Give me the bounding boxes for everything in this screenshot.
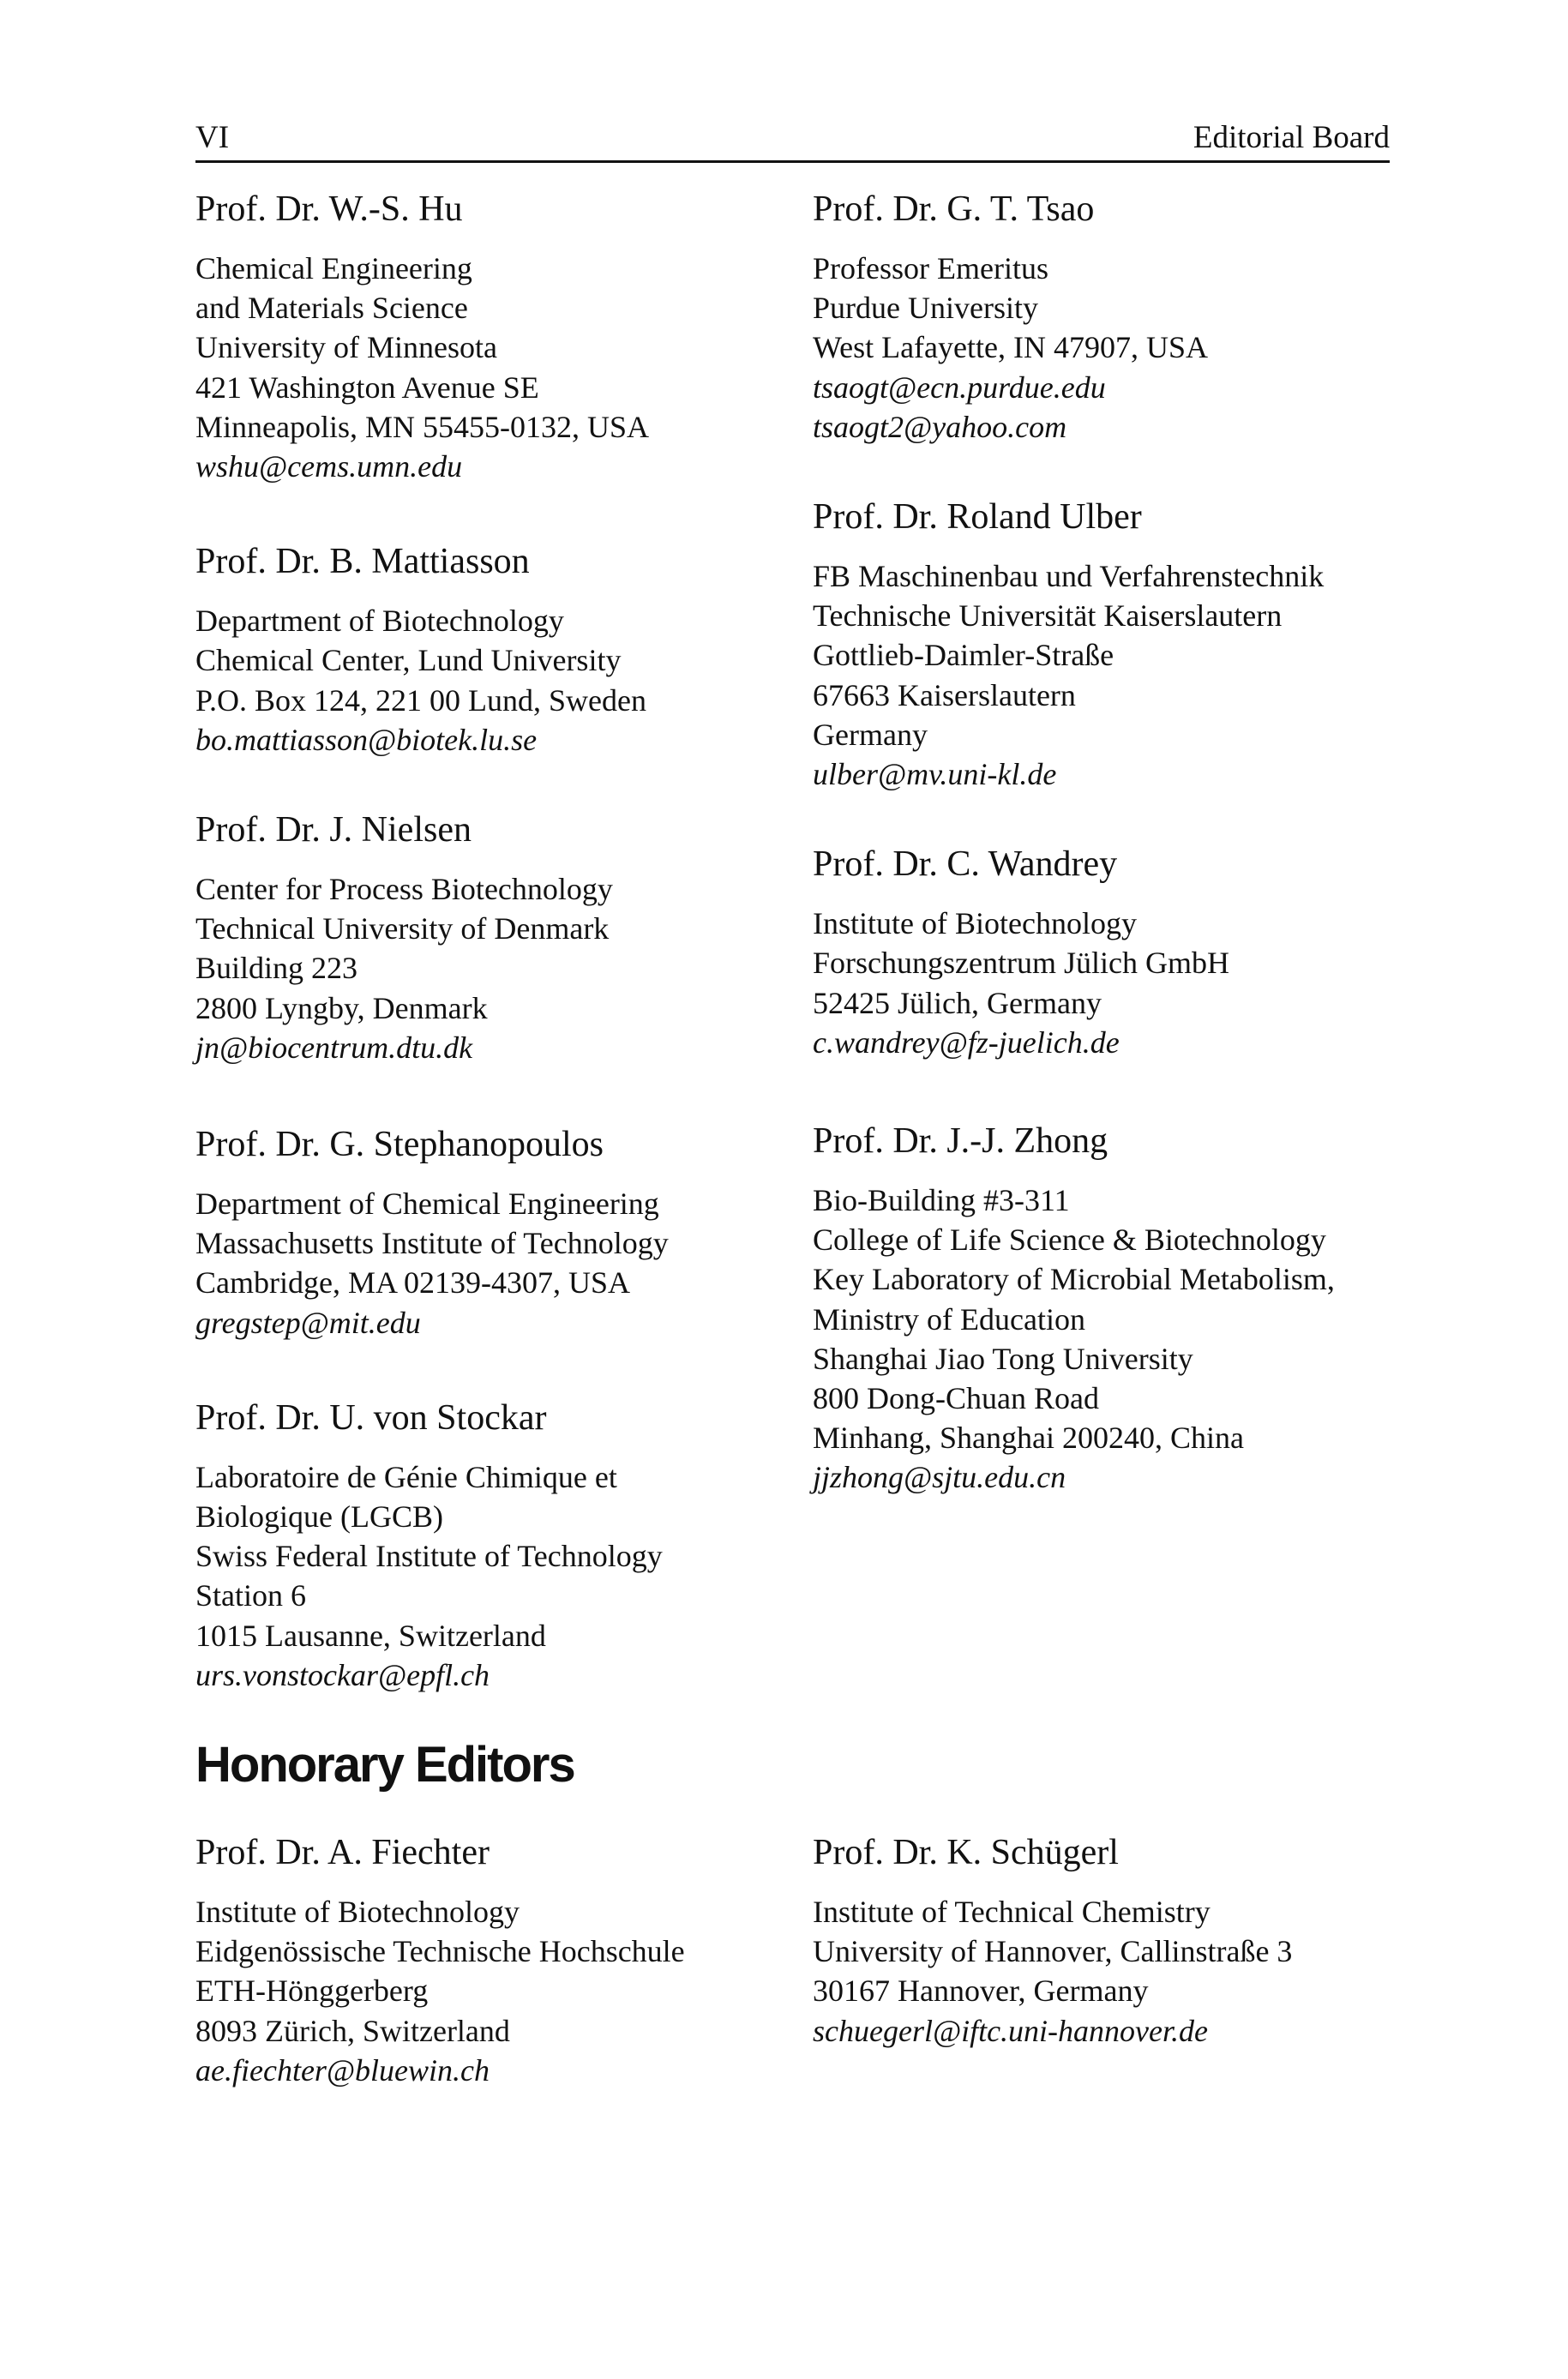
address-line: Biologique (LGCB): [195, 1499, 443, 1535]
address-line: West Lafayette, IN 47907, USA: [813, 330, 1208, 365]
editor-email: wshu@cems.umn.edu: [195, 449, 463, 484]
address-line: Gottlieb-Daimler-Straße: [813, 638, 1114, 673]
editor-email: schuegerl@iftc.uni-hannover.de: [813, 2013, 1209, 2048]
address-line: Forschungszentrum Jülich GmbH: [813, 946, 1229, 981]
address-line: 8093 Zürich, Switzerland: [195, 2013, 510, 2048]
honorary-editors-heading: Honorary Editors: [195, 1737, 574, 1793]
editor-entry-nielsen: [195, 808, 796, 1067]
editor-name: Prof. Dr. J. Nielsen: [195, 810, 472, 850]
editor-entry-fiechter: [195, 1830, 796, 2090]
address-line: Bio-Building #3-311: [813, 1183, 1070, 1218]
editor-email: gregstep@mit.edu: [195, 1305, 421, 1340]
address-line: Minneapolis, MN 55455-0132, USA: [195, 409, 649, 444]
editor-email-secondary: tsaogt2@yahoo.com: [813, 409, 1067, 444]
address-line: Department of Chemical Engineering: [195, 1186, 659, 1222]
address-line: 1015 Lausanne, Switzerland: [195, 1618, 546, 1653]
address-line: Laboratoire de Génie Chimique et: [195, 1459, 617, 1494]
editor-email: ae.fiechter@bluewin.ch: [195, 2052, 490, 2088]
address-line: Minhang, Shanghai 200240, China: [813, 1421, 1244, 1456]
address-line: College of Life Science & Biotechnology: [813, 1223, 1326, 1258]
address-line: Ministry of Education: [813, 1301, 1085, 1337]
address-line: 52425 Jülich, Germany: [813, 985, 1102, 1020]
address-line: Technische Universität Kaiserslautern: [813, 598, 1283, 634]
editor-email: jjzhong@sjtu.edu.cn: [813, 1460, 1066, 1495]
address-line: P.O. Box 124, 221 00 Lund, Sweden: [195, 682, 647, 718]
address-line: Cambridge, MA 02139-4307, USA: [195, 1265, 630, 1301]
address-line: Massachusetts Institute of Technology: [195, 1226, 669, 1261]
address-line: Professor Emeritus: [813, 251, 1048, 285]
address-line: Building 223: [195, 951, 358, 986]
address-line: 800 Dong-Chuan Road: [813, 1381, 1099, 1416]
editor-name: Prof. Dr. G. Stephanopoulos: [195, 1125, 604, 1165]
address-line: Swiss Federal Institute of Technology: [195, 1539, 663, 1574]
editor-entry-von-stockar: [195, 1396, 796, 1695]
editors-left-column: [195, 187, 796, 1695]
editor-entry-zhong: [813, 1119, 1413, 1498]
address-line: FB Maschinenbau und Verfahrenstechnik: [813, 559, 1325, 594]
editor-email: ulber@mv.uni-kl.de: [813, 757, 1057, 792]
editor-name: Prof. Dr. B. Mattiasson: [195, 542, 530, 582]
address-line: Germany: [813, 717, 928, 752]
editor-email: tsaogt@ecn.purdue.edu: [813, 369, 1106, 405]
editor-name: Prof. Dr. K. Schügerl: [813, 1833, 1119, 1872]
editor-email: urs.vonstockar@epfl.ch: [195, 1657, 490, 1692]
address-line: and Materials Science: [195, 291, 468, 326]
honorary-right-column: [813, 1830, 1413, 2051]
editor-entry-ulber: [813, 495, 1413, 794]
address-line: 30167 Hannover, Germany: [813, 1973, 1149, 2009]
address-line: 67663 Kaiserslautern: [813, 677, 1076, 712]
editor-email: c.wandrey@fz-juelich.de: [813, 1024, 1120, 1060]
running-header: [195, 114, 1390, 163]
address-line: Eidgenössische Technische Hochschule: [195, 1934, 685, 1969]
editor-email: bo.mattiasson@biotek.lu.se: [195, 722, 538, 757]
address-line: Station 6: [195, 1578, 307, 1613]
address-line: Institute of Technical Chemistry: [813, 1895, 1211, 1929]
editor-entry-hu: [195, 187, 796, 486]
address-line: Institute of Biotechnology: [813, 906, 1137, 941]
address-line: Key Laboratory of Microbial Metabolism,: [813, 1262, 1335, 1297]
editor-email: jn@biocentrum.dtu.dk: [195, 1030, 473, 1065]
editor-entry-tsao: [813, 187, 1413, 447]
address-line: Center for Process Biotechnology: [195, 872, 613, 907]
address-line: Purdue University: [813, 291, 1038, 326]
editor-name: Prof. Dr. A. Fiechter: [195, 1833, 490, 1872]
editor-entry-wandrey: [813, 842, 1413, 1062]
address-line: Technical University of Denmark: [195, 911, 610, 946]
address-line: Chemical Engineering: [195, 251, 472, 285]
editor-name: Prof. Dr. Roland Ulber: [813, 497, 1142, 538]
editor-entry-mattiasson: [195, 539, 796, 760]
editor-name: Prof. Dr. J.-J. Zhong: [813, 1121, 1108, 1162]
editor-name: Prof. Dr. G. T. Tsao: [813, 189, 1095, 229]
address-line: Department of Biotechnology: [195, 604, 564, 639]
address-line: Chemical Center, Lund University: [195, 643, 622, 678]
editor-entry-schuegerl: [813, 1830, 1413, 2051]
editor-name: Prof. Dr. W.-S. Hu: [195, 189, 463, 229]
editors-right-column: [813, 187, 1413, 1498]
address-line: Shanghai Jiao Tong University: [813, 1341, 1193, 1376]
address-line: ETH-Hönggerberg: [195, 1973, 429, 2009]
address-line: 421 Washington Avenue SE: [195, 369, 539, 405]
honorary-left-column: [195, 1830, 796, 2090]
editor-name: Prof. Dr. C. Wandrey: [813, 844, 1118, 885]
editor-name: Prof. Dr. U. von Stockar: [195, 1397, 547, 1438]
address-line: University of Hannover, Callinstraße 3: [813, 1934, 1293, 1969]
address-line: 2800 Lyngby, Denmark: [195, 990, 488, 1025]
page-number: VI: [195, 120, 230, 155]
address-line: Institute of Biotechnology: [195, 1895, 520, 1929]
address-line: University of Minnesota: [195, 330, 497, 365]
editor-entry-stephanopoulos: [195, 1122, 796, 1343]
section-title: Editorial Board: [1193, 120, 1390, 155]
